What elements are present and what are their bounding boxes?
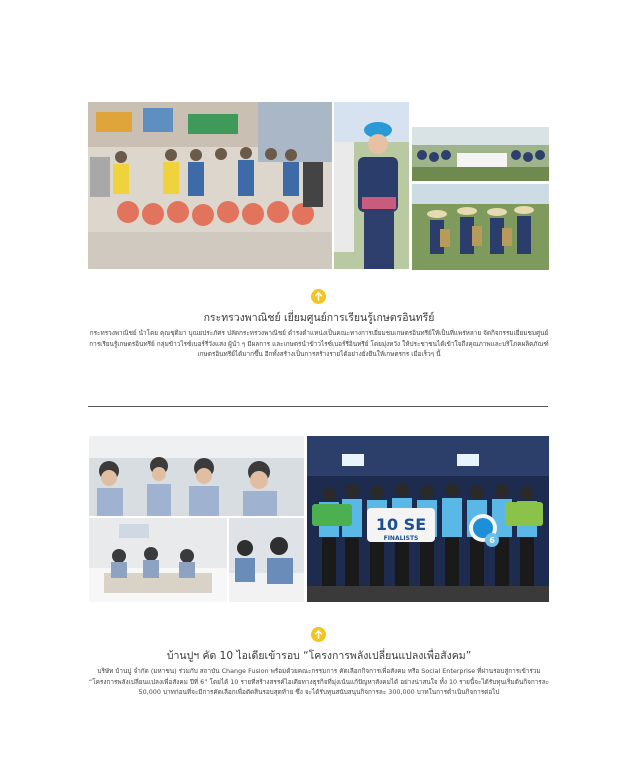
arrow-up-icon bbox=[314, 630, 323, 639]
banner-sub: FINALISTS bbox=[383, 535, 419, 542]
arrow-up-icon bbox=[314, 292, 323, 301]
photo-workshop-table bbox=[89, 518, 227, 602]
section-divider bbox=[88, 406, 548, 407]
photo-workshop-discussion bbox=[229, 518, 304, 602]
photo-speaker bbox=[334, 102, 409, 269]
banner-text: 10 SE bbox=[375, 515, 427, 534]
banner-number: 6 bbox=[489, 536, 495, 545]
article-1-title: กระทรวงพาณิชย์ เยี่ยมศูนย์การเรียนรู้เกษตรอินทรีย์ bbox=[203, 312, 435, 324]
article-1-body: กระทรวงพาณิชย์ นำโดย คุณชุติมา บุณยประภัศร ปลัดกระทรวงพาณิชย์ ดำรงตำแหน่งเป็นคณะทางการเยี่ยมชมเกษตรอินทรีย์ให้เป็นที่แพร่หลาย จัดกิจกรรมเยี่ยมชมศูนย์การเรียนรู้เกษตรอินทรีย์ กลุ่มข้าวไรซ์เบอร์รี่วังแสง ผู้นำ ๆ มีผลการ และเกษตรนำข้าวไรซ์เบอร์รี่อินทรีย์ โดยมุ่งหวัง ให้ประชาชนได้เข้าใจถึงคุณภาพและบริโภคผลิตภัณฑ์เกษตรอินทรีย์ได้มากขึ้น อีกทั้งสร้างเป็นการสร้างรายได้อย่างยั่งยืนให้เกษตรกร เมื่อเร็วๆ นี้ bbox=[89, 329, 549, 359]
article-2-body: บริษัท บ้านปู จำกัด (มหาชน) ร่วมกับ สถาบัน Change Fusion พร้อมด้วยคณะกรรมการ คัดเลือกกิจการเพื่อสังคม หรือ Social Enterprise ที่ผ่านรอบสู่การเข้าร่วม “โครงการพลังเปลี่ยนแปลงเพื่อสังคม ปีที่ 6” โดยได้ 10 รายที่สร้างสรรค์ไอเดียทางธุรกิจที่มุ่งเน้นแก้ปัญหาสังคมได้ อย่างน่าสนใจ ทั้ง 10 รายนี้จะได้รับทุนเริ่มต้นกิจการละ 50,000 บาทก่อนที่จะมีการคัดเลือกเพื่อตัดสินรอบสุดท้าย ซึ่ง จะได้รับทุนสนับสนุนกิจการละ 300,000 บาทในการดำเนินกิจการต่อไป bbox=[88, 667, 550, 697]
photo-workshop-participants bbox=[89, 436, 304, 516]
scroll-up-button[interactable] bbox=[311, 289, 326, 304]
article-2-title: บ้านปูฯ คัด 10 ไอเดียเข้ารอบ “โครงการพลังเปลี่ยนแปลงเพื่อสังคม” bbox=[166, 650, 472, 662]
photo-group-ceremony bbox=[88, 102, 332, 269]
scroll-up-button-2[interactable] bbox=[311, 627, 326, 642]
photo-finalists-group bbox=[307, 436, 549, 602]
photo-group-field bbox=[412, 127, 549, 181]
photo-farmers-harvest bbox=[412, 184, 549, 270]
